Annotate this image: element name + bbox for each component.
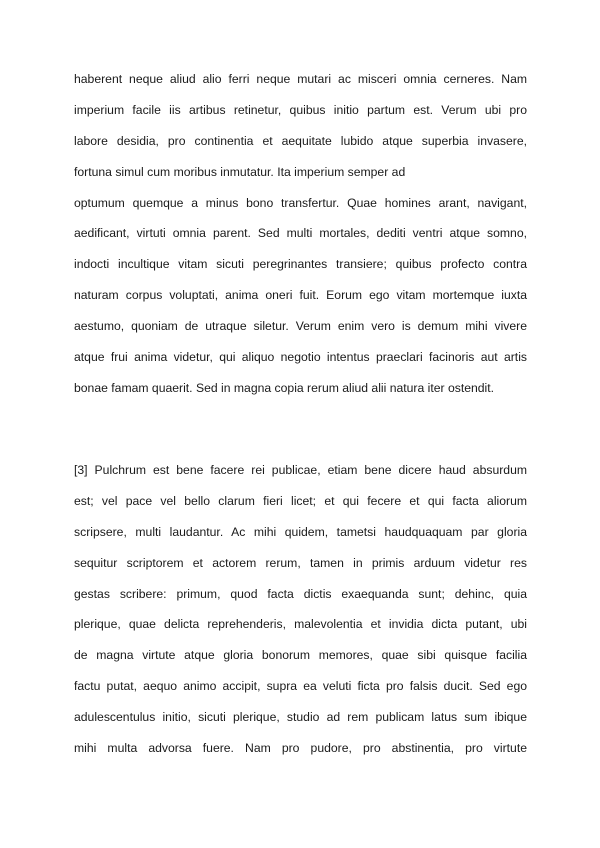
text-line: indocti incultique vitam sicuti peregrinantes transiere; quibus profecto contra — [74, 257, 527, 272]
text-line: factu putat, aequo animo accipit, supra ea veluti ficta pro falsis ducit. Sed ego — [74, 679, 527, 694]
text-line: plerique, quae delicta reprehenderis, malevolentia et invidia dicta putant, ubi — [74, 617, 527, 632]
text-line: atque frui anima videtur, qui aliquo negotio intentus praeclari facinoris aut artis — [74, 350, 527, 365]
text-line: est; vel pace vel bello clarum fieri licet; et qui fecere et qui facta aliorum — [74, 493, 527, 508]
text-line: sequitur scriptorem et actorem rerum, tamen in primis arduum videtur res — [74, 555, 527, 570]
text-line: aedificant, virtuti omnia parent. Sed multi mortales, dediti ventri atque somno, — [74, 226, 527, 241]
text-line: fortuna simul cum moribus inmutatur. Ita imperium semper ad — [74, 164, 406, 179]
text-line: mihi multa advorsa fuere. Nam pro pudore, pro abstinentia, pro virtute — [74, 741, 527, 756]
text-line: labore desidia, pro continentia et aequitate lubido atque superbia invasere, — [74, 133, 527, 148]
text-line: scripsere, multi laudantur. Ac mihi quidem, tametsi haudquaquam par gloria — [74, 524, 527, 539]
text-line: adulescentulus initio, sicuti plerique, studio ad rem publicam latus sum ibique — [74, 710, 527, 725]
text-line: de magna virtute atque gloria bonorum memores, quae sibi quisque facilia — [74, 648, 527, 663]
text-line: naturam corpus voluptati, anima oneri fuit. Eorum ego vitam mortemque iuxta — [74, 288, 527, 303]
text-line: haberent neque aliud alio ferri neque mutari ac misceri omnia cerneres. Nam — [74, 72, 527, 86]
paragraph-2 — [74, 455, 527, 764]
text-line: bonae famam quaerit. Sed in magna copia rerum aliud alii natura iter ostendit. — [74, 380, 495, 395]
text-line: gestas scribere: primum, quod facta dictis exaequanda sunt; dehinc, quia — [74, 586, 527, 601]
text-line: imperium facile iis artibus retinetur, quibus initio partum est. Verum ubi pro — [74, 102, 527, 117]
text-line: optumum quemque a minus bono transfertur. Quae homines arant, navigant, — [74, 195, 527, 210]
text-line: aestumo, quoniam de utraque siletur. Verum enim vero is demum mihi vivere — [74, 319, 527, 334]
text-line: [3] Pulchrum est bene facere rei publicae, etiam bene dicere haud absurdum — [74, 463, 527, 477]
paragraph-1 — [74, 64, 527, 404]
